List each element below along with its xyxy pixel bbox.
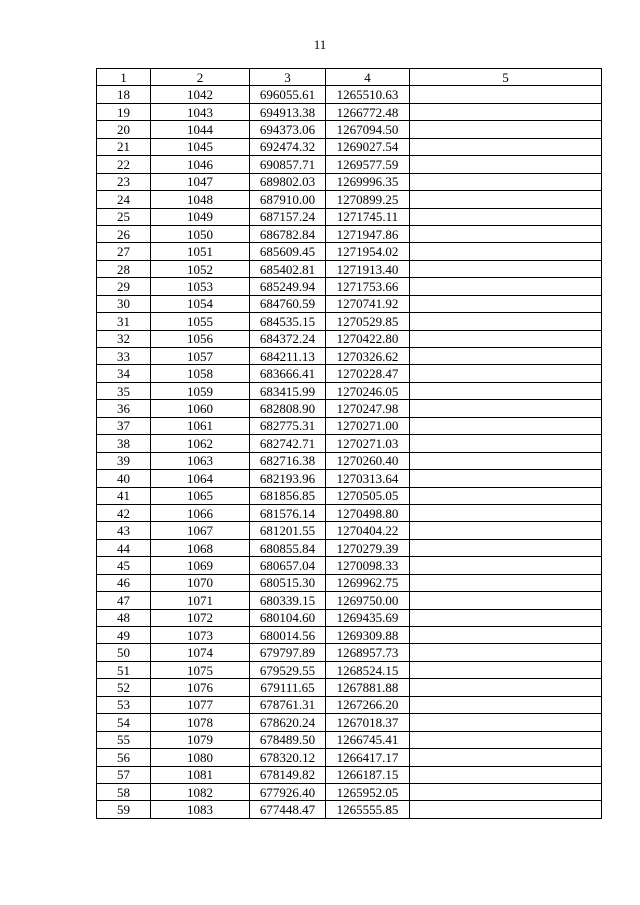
x-coordinate-cell: 682193.96 xyxy=(250,470,326,487)
point-number-cell: 33 xyxy=(97,348,151,365)
table-row xyxy=(97,435,602,452)
y-coordinate-cell: 1270422.80 xyxy=(326,330,410,347)
note-cell xyxy=(410,260,602,277)
table-row xyxy=(97,766,602,783)
vertex-id-cell: 1058 xyxy=(151,365,250,382)
column-header: 1 xyxy=(97,69,151,86)
y-coordinate-cell: 1269750.00 xyxy=(326,592,410,609)
y-coordinate-cell: 1270313.64 xyxy=(326,470,410,487)
table-row xyxy=(97,400,602,417)
table-row xyxy=(97,121,602,138)
vertex-id-cell: 1053 xyxy=(151,278,250,295)
point-number-cell: 35 xyxy=(97,382,151,399)
x-coordinate-cell: 678149.82 xyxy=(250,766,326,783)
y-coordinate-cell: 1269577.59 xyxy=(326,156,410,173)
point-number-cell: 47 xyxy=(97,592,151,609)
point-number-cell: 21 xyxy=(97,138,151,155)
note-cell xyxy=(410,644,602,661)
y-coordinate-cell: 1271745.11 xyxy=(326,208,410,225)
y-coordinate-cell: 1271753.66 xyxy=(326,278,410,295)
vertex-id-cell: 1076 xyxy=(151,679,250,696)
vertex-id-cell: 1077 xyxy=(151,696,250,713)
y-coordinate-cell: 1270228.47 xyxy=(326,365,410,382)
vertex-id-cell: 1059 xyxy=(151,382,250,399)
table-row xyxy=(97,313,602,330)
x-coordinate-cell: 682742.71 xyxy=(250,435,326,452)
vertex-id-cell: 1061 xyxy=(151,417,250,434)
x-coordinate-cell: 684760.59 xyxy=(250,295,326,312)
note-cell xyxy=(410,504,602,521)
point-number-cell: 26 xyxy=(97,225,151,242)
vertex-id-cell: 1047 xyxy=(151,173,250,190)
point-number-cell: 52 xyxy=(97,679,151,696)
column-header: 3 xyxy=(250,69,326,86)
table-row xyxy=(97,574,602,591)
x-coordinate-cell: 686782.84 xyxy=(250,225,326,242)
x-coordinate-cell: 684372.24 xyxy=(250,330,326,347)
y-coordinate-cell: 1266187.15 xyxy=(326,766,410,783)
note-cell xyxy=(410,191,602,208)
table-row xyxy=(97,208,602,225)
vertex-id-cell: 1045 xyxy=(151,138,250,155)
y-coordinate-cell: 1270098.33 xyxy=(326,557,410,574)
y-coordinate-cell: 1270271.00 xyxy=(326,417,410,434)
vertex-id-cell: 1073 xyxy=(151,627,250,644)
x-coordinate-cell: 685249.94 xyxy=(250,278,326,295)
y-coordinate-cell: 1269962.75 xyxy=(326,574,410,591)
point-number-cell: 34 xyxy=(97,365,151,382)
point-number-cell: 53 xyxy=(97,696,151,713)
point-number-cell: 25 xyxy=(97,208,151,225)
vertex-id-cell: 1051 xyxy=(151,243,250,260)
vertex-id-cell: 1067 xyxy=(151,522,250,539)
vertex-id-cell: 1064 xyxy=(151,470,250,487)
y-coordinate-cell: 1267018.37 xyxy=(326,714,410,731)
point-number-cell: 41 xyxy=(97,487,151,504)
table-row xyxy=(97,609,602,626)
table-row xyxy=(97,173,602,190)
y-coordinate-cell: 1270279.39 xyxy=(326,539,410,556)
note-cell xyxy=(410,522,602,539)
vertex-id-cell: 1054 xyxy=(151,295,250,312)
y-coordinate-cell: 1269027.54 xyxy=(326,138,410,155)
vertex-id-cell: 1057 xyxy=(151,348,250,365)
column-header: 5 xyxy=(410,69,602,86)
table-row xyxy=(97,801,602,818)
x-coordinate-cell: 680014.56 xyxy=(250,627,326,644)
y-coordinate-cell: 1265952.05 xyxy=(326,783,410,800)
vertex-id-cell: 1049 xyxy=(151,208,250,225)
point-number-cell: 29 xyxy=(97,278,151,295)
note-cell xyxy=(410,86,602,103)
vertex-id-cell: 1062 xyxy=(151,435,250,452)
vertex-id-cell: 1069 xyxy=(151,557,250,574)
x-coordinate-cell: 683666.41 xyxy=(250,365,326,382)
x-coordinate-cell: 684535.15 xyxy=(250,313,326,330)
note-cell xyxy=(410,714,602,731)
point-number-cell: 59 xyxy=(97,801,151,818)
vertex-id-cell: 1072 xyxy=(151,609,250,626)
table-body xyxy=(97,86,602,818)
note-cell xyxy=(410,539,602,556)
x-coordinate-cell: 680515.30 xyxy=(250,574,326,591)
vertex-id-cell: 1068 xyxy=(151,539,250,556)
y-coordinate-cell: 1270505.05 xyxy=(326,487,410,504)
point-number-cell: 36 xyxy=(97,400,151,417)
vertex-id-cell: 1083 xyxy=(151,801,250,818)
y-coordinate-cell: 1269435.69 xyxy=(326,609,410,626)
table-row xyxy=(97,487,602,504)
note-cell xyxy=(410,731,602,748)
x-coordinate-cell: 682775.31 xyxy=(250,417,326,434)
point-number-cell: 20 xyxy=(97,121,151,138)
page-number: 11 xyxy=(313,37,327,52)
y-coordinate-cell: 1270741.92 xyxy=(326,295,410,312)
x-coordinate-cell: 696055.61 xyxy=(250,86,326,103)
table-row xyxy=(97,452,602,469)
x-coordinate-cell: 689802.03 xyxy=(250,173,326,190)
y-coordinate-cell: 1270247.98 xyxy=(326,400,410,417)
table-row xyxy=(97,557,602,574)
table-row xyxy=(97,382,602,399)
y-coordinate-cell: 1266772.48 xyxy=(326,103,410,120)
x-coordinate-cell: 692474.32 xyxy=(250,138,326,155)
note-cell xyxy=(410,278,602,295)
x-coordinate-cell: 687157.24 xyxy=(250,208,326,225)
note-cell xyxy=(410,382,602,399)
table-header-row xyxy=(97,69,602,86)
point-number-cell: 57 xyxy=(97,766,151,783)
x-coordinate-cell: 684211.13 xyxy=(250,348,326,365)
vertex-id-cell: 1042 xyxy=(151,86,250,103)
x-coordinate-cell: 678620.24 xyxy=(250,714,326,731)
point-number-cell: 55 xyxy=(97,731,151,748)
x-coordinate-cell: 677448.47 xyxy=(250,801,326,818)
y-coordinate-cell: 1265510.63 xyxy=(326,86,410,103)
table-row xyxy=(97,225,602,242)
table-row xyxy=(97,679,602,696)
y-coordinate-cell: 1270404.22 xyxy=(326,522,410,539)
vertex-id-cell: 1065 xyxy=(151,487,250,504)
note-cell xyxy=(410,225,602,242)
vertex-id-cell: 1075 xyxy=(151,661,250,678)
table-row xyxy=(97,348,602,365)
vertex-id-cell: 1060 xyxy=(151,400,250,417)
column-header: 4 xyxy=(326,69,410,86)
note-cell xyxy=(410,173,602,190)
point-number-cell: 37 xyxy=(97,417,151,434)
point-number-cell: 32 xyxy=(97,330,151,347)
point-number-cell: 39 xyxy=(97,452,151,469)
vertex-id-cell: 1063 xyxy=(151,452,250,469)
table-row xyxy=(97,539,602,556)
note-cell xyxy=(410,295,602,312)
x-coordinate-cell: 682808.90 xyxy=(250,400,326,417)
note-cell xyxy=(410,783,602,800)
note-cell xyxy=(410,661,602,678)
y-coordinate-cell: 1270529.85 xyxy=(326,313,410,330)
point-number-cell: 44 xyxy=(97,539,151,556)
y-coordinate-cell: 1265555.85 xyxy=(326,801,410,818)
vertex-id-cell: 1074 xyxy=(151,644,250,661)
note-cell xyxy=(410,365,602,382)
point-number-cell: 50 xyxy=(97,644,151,661)
point-number-cell: 27 xyxy=(97,243,151,260)
vertex-id-cell: 1052 xyxy=(151,260,250,277)
vertex-id-cell: 1081 xyxy=(151,766,250,783)
x-coordinate-cell: 687910.00 xyxy=(250,191,326,208)
x-coordinate-cell: 680657.04 xyxy=(250,557,326,574)
x-coordinate-cell: 682716.38 xyxy=(250,452,326,469)
x-coordinate-cell: 680339.15 xyxy=(250,592,326,609)
table-row xyxy=(97,783,602,800)
point-number-cell: 19 xyxy=(97,103,151,120)
note-cell xyxy=(410,557,602,574)
table-row xyxy=(97,103,602,120)
note-cell xyxy=(410,627,602,644)
point-number-cell: 54 xyxy=(97,714,151,731)
point-number-cell: 43 xyxy=(97,522,151,539)
vertex-id-cell: 1043 xyxy=(151,103,250,120)
point-number-cell: 30 xyxy=(97,295,151,312)
x-coordinate-cell: 679111.65 xyxy=(250,679,326,696)
y-coordinate-cell: 1271947.86 xyxy=(326,225,410,242)
x-coordinate-cell: 678320.12 xyxy=(250,749,326,766)
note-cell xyxy=(410,696,602,713)
x-coordinate-cell: 678761.31 xyxy=(250,696,326,713)
point-number-cell: 18 xyxy=(97,86,151,103)
point-number-cell: 45 xyxy=(97,557,151,574)
point-number-cell: 42 xyxy=(97,504,151,521)
y-coordinate-cell: 1270326.62 xyxy=(326,348,410,365)
y-coordinate-cell: 1266745.41 xyxy=(326,731,410,748)
x-coordinate-cell: 690857.71 xyxy=(250,156,326,173)
note-cell xyxy=(410,452,602,469)
x-coordinate-cell: 694373.06 xyxy=(250,121,326,138)
point-number-cell: 48 xyxy=(97,609,151,626)
table-row xyxy=(97,243,602,260)
y-coordinate-cell: 1271913.40 xyxy=(326,260,410,277)
x-coordinate-cell: 694913.38 xyxy=(250,103,326,120)
vertex-id-cell: 1082 xyxy=(151,783,250,800)
point-number-cell: 51 xyxy=(97,661,151,678)
vertex-id-cell: 1055 xyxy=(151,313,250,330)
x-coordinate-cell: 680104.60 xyxy=(250,609,326,626)
table-row xyxy=(97,627,602,644)
note-cell xyxy=(410,330,602,347)
point-number-cell: 56 xyxy=(97,749,151,766)
note-cell xyxy=(410,208,602,225)
point-number-cell: 28 xyxy=(97,260,151,277)
table-row xyxy=(97,714,602,731)
note-cell xyxy=(410,417,602,434)
note-cell xyxy=(410,487,602,504)
note-cell xyxy=(410,156,602,173)
vertex-id-cell: 1079 xyxy=(151,731,250,748)
x-coordinate-cell: 685402.81 xyxy=(250,260,326,277)
table-row xyxy=(97,644,602,661)
coordinates-table xyxy=(96,68,602,819)
vertex-id-cell: 1078 xyxy=(151,714,250,731)
table-row xyxy=(97,731,602,748)
vertex-id-cell: 1046 xyxy=(151,156,250,173)
point-number-cell: 46 xyxy=(97,574,151,591)
y-coordinate-cell: 1270899.25 xyxy=(326,191,410,208)
x-coordinate-cell: 685609.45 xyxy=(250,243,326,260)
x-coordinate-cell: 681201.55 xyxy=(250,522,326,539)
table-row xyxy=(97,504,602,521)
note-cell xyxy=(410,592,602,609)
note-cell xyxy=(410,121,602,138)
table-row xyxy=(97,749,602,766)
x-coordinate-cell: 679529.55 xyxy=(250,661,326,678)
table-row xyxy=(97,191,602,208)
y-coordinate-cell: 1270246.05 xyxy=(326,382,410,399)
y-coordinate-cell: 1267266.20 xyxy=(326,696,410,713)
note-cell xyxy=(410,103,602,120)
table-row xyxy=(97,330,602,347)
point-number-cell: 40 xyxy=(97,470,151,487)
x-coordinate-cell: 678489.50 xyxy=(250,731,326,748)
note-cell xyxy=(410,243,602,260)
y-coordinate-cell: 1269309.88 xyxy=(326,627,410,644)
vertex-id-cell: 1080 xyxy=(151,749,250,766)
note-cell xyxy=(410,348,602,365)
note-cell xyxy=(410,766,602,783)
point-number-cell: 24 xyxy=(97,191,151,208)
vertex-id-cell: 1070 xyxy=(151,574,250,591)
note-cell xyxy=(410,679,602,696)
x-coordinate-cell: 681856.85 xyxy=(250,487,326,504)
table-row xyxy=(97,278,602,295)
y-coordinate-cell: 1270260.40 xyxy=(326,452,410,469)
y-coordinate-cell: 1266417.17 xyxy=(326,749,410,766)
table-row xyxy=(97,260,602,277)
y-coordinate-cell: 1270271.03 xyxy=(326,435,410,452)
table-row xyxy=(97,522,602,539)
y-coordinate-cell: 1270498.80 xyxy=(326,504,410,521)
note-cell xyxy=(410,574,602,591)
note-cell xyxy=(410,609,602,626)
note-cell xyxy=(410,801,602,818)
column-header: 2 xyxy=(151,69,250,86)
x-coordinate-cell: 681576.14 xyxy=(250,504,326,521)
y-coordinate-cell: 1269996.35 xyxy=(326,173,410,190)
vertex-id-cell: 1044 xyxy=(151,121,250,138)
y-coordinate-cell: 1267094.50 xyxy=(326,121,410,138)
x-coordinate-cell: 683415.99 xyxy=(250,382,326,399)
y-coordinate-cell: 1268524.15 xyxy=(326,661,410,678)
table-row xyxy=(97,365,602,382)
y-coordinate-cell: 1271954.02 xyxy=(326,243,410,260)
table-row xyxy=(97,86,602,103)
point-number-cell: 38 xyxy=(97,435,151,452)
point-number-cell: 31 xyxy=(97,313,151,330)
note-cell xyxy=(410,400,602,417)
vertex-id-cell: 1056 xyxy=(151,330,250,347)
table-row xyxy=(97,156,602,173)
x-coordinate-cell: 679797.89 xyxy=(250,644,326,661)
note-cell xyxy=(410,138,602,155)
table-row xyxy=(97,470,602,487)
x-coordinate-cell: 677926.40 xyxy=(250,783,326,800)
table-row xyxy=(97,138,602,155)
note-cell xyxy=(410,470,602,487)
table-row xyxy=(97,295,602,312)
point-number-cell: 58 xyxy=(97,783,151,800)
x-coordinate-cell: 680855.84 xyxy=(250,539,326,556)
y-coordinate-cell: 1268957.73 xyxy=(326,644,410,661)
note-cell xyxy=(410,435,602,452)
point-number-cell: 49 xyxy=(97,627,151,644)
vertex-id-cell: 1066 xyxy=(151,504,250,521)
table-row xyxy=(97,696,602,713)
vertex-id-cell: 1071 xyxy=(151,592,250,609)
vertex-id-cell: 1050 xyxy=(151,225,250,242)
note-cell xyxy=(410,313,602,330)
note-cell xyxy=(410,749,602,766)
table-row xyxy=(97,661,602,678)
table-row xyxy=(97,592,602,609)
vertex-id-cell: 1048 xyxy=(151,191,250,208)
table-row xyxy=(97,417,602,434)
point-number-cell: 23 xyxy=(97,173,151,190)
point-number-cell: 22 xyxy=(97,156,151,173)
y-coordinate-cell: 1267881.88 xyxy=(326,679,410,696)
